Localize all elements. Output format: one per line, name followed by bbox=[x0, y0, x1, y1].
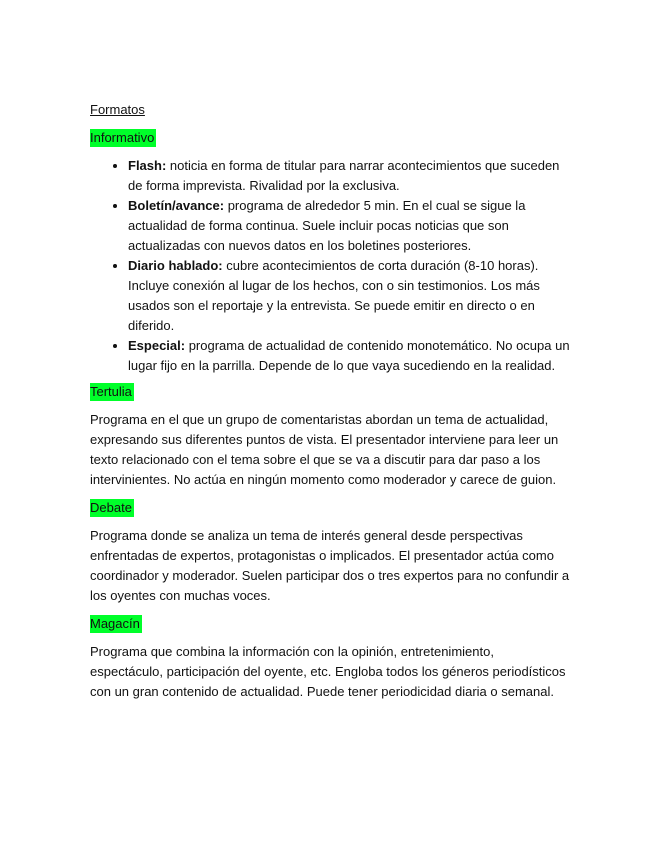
document-title: Formatos bbox=[90, 102, 145, 117]
list-item bbox=[128, 336, 570, 376]
item-term: Diario hablado: bbox=[128, 258, 223, 273]
item-term: Boletín/avance: bbox=[128, 198, 225, 213]
item-text: programa de actualidad de contenido monotemático. No ocupa un lugar fijo en la parrilla. Depende de lo que vaya sucediendo en la realidad. bbox=[128, 338, 570, 373]
item-term: Especial: bbox=[128, 338, 186, 353]
debate-paragraph: Programa donde se analiza un tema de interés general desde perspectivas enfrentadas de expertos, protagonistas o implicados. El presentador actúa como coordinador y moderador. Suelen participar dos o tres expertos para no confundir a los oyentes con muchas voces. bbox=[90, 528, 570, 603]
item-text: cubre acontecimientos de corta duración (8-10 horas). Incluye conexión al lugar de los hechos, con o sin testimonios. Los más usados son el reportaje y la entrevista. Se puede emitir en directo o en diferido. bbox=[128, 258, 540, 333]
highlighted-heading: Magacín bbox=[90, 616, 140, 631]
item-text: noticia en forma de titular para narrar acontecimientos que suceden de forma imprevista. Rivalidad por la exclusiva. bbox=[128, 158, 560, 193]
tertulia-paragraph: Programa en el que un grupo de comentaristas abordan un tema de actualidad, expresando sus diferentes puntos de vista. El presentador interviene para leer un texto relacionado con el tema sobre el que se va a discutir para dar paso a los intervinientes. No actúa en ningún momento como moderador y carece de guion. bbox=[90, 412, 559, 487]
document-page bbox=[90, 100, 570, 710]
highlighted-heading: Informativo bbox=[90, 130, 155, 145]
section-heading-debate bbox=[90, 498, 570, 518]
item-term: Flash: bbox=[128, 158, 167, 173]
section-heading-informativo bbox=[90, 128, 570, 148]
magacin-paragraph: Programa que combina la información con la opinión, entretenimiento, espectáculo, participación del oyente, etc. Engloba todos los géneros periodísticos con un gran contenido de actualidad. Puede tener periodicidad diaria o semanal. bbox=[90, 644, 566, 699]
list-item bbox=[128, 156, 570, 196]
section-heading-magacin bbox=[90, 614, 570, 634]
informativo-list bbox=[90, 156, 570, 376]
section-heading-tertulia bbox=[90, 382, 570, 402]
item-text: programa de alrededor 5 min. En el cual se sigue la actualidad de forma continua. Suele incluir pocas noticias que son actualizadas con nuevos datos en los boletines posteriores. bbox=[128, 198, 526, 253]
highlighted-heading: Debate bbox=[90, 500, 132, 515]
list-item bbox=[128, 256, 570, 336]
highlighted-heading: Tertulia bbox=[90, 384, 132, 399]
list-item bbox=[128, 196, 570, 256]
